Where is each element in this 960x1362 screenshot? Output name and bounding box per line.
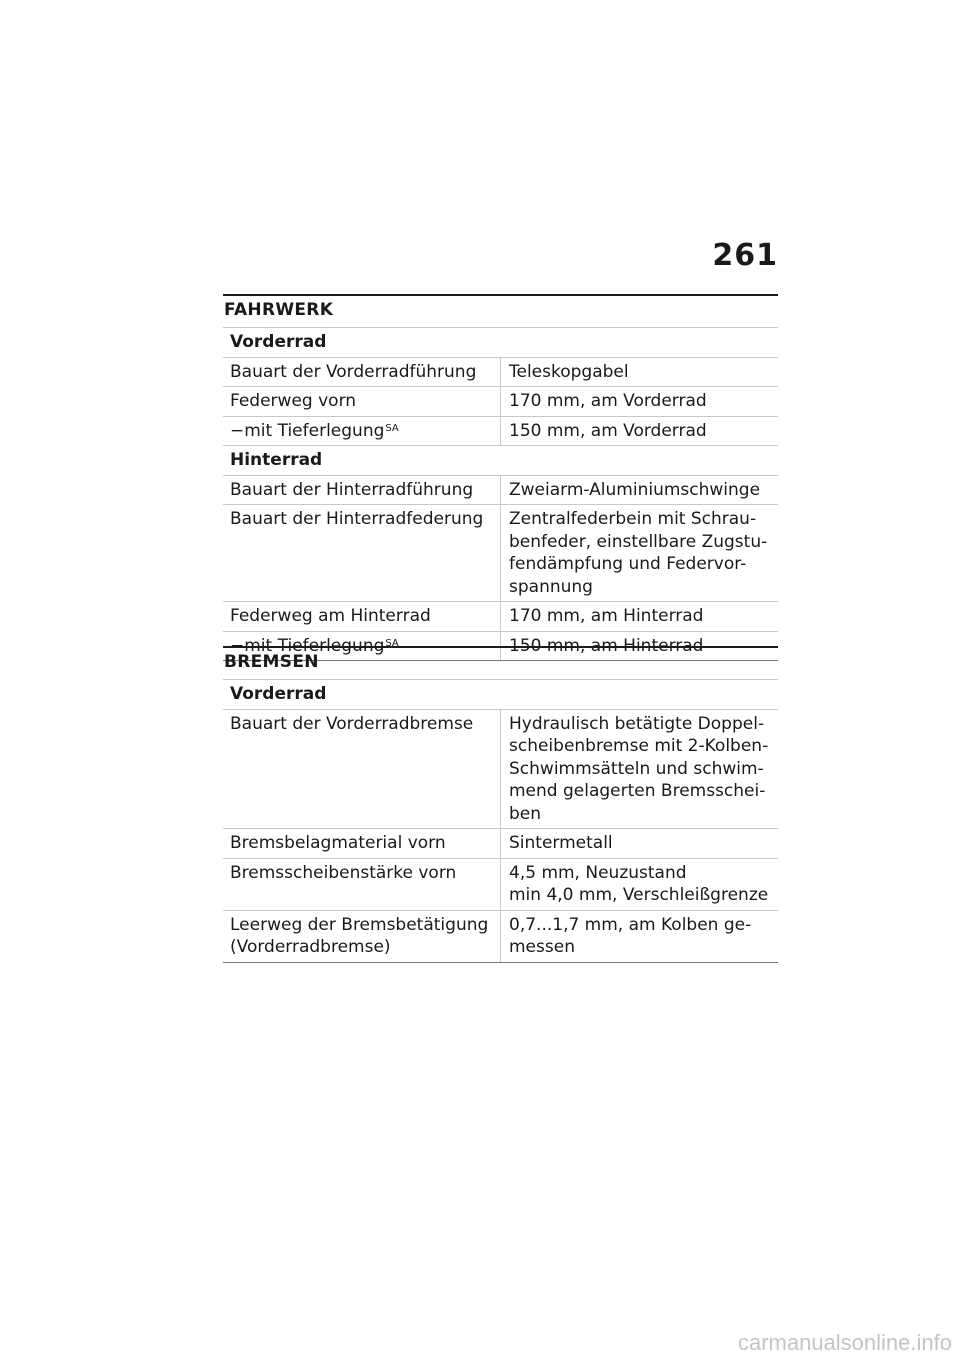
subheading-row bbox=[223, 328, 778, 358]
table-row bbox=[223, 709, 778, 829]
table-row bbox=[223, 416, 778, 446]
sa-superscript: SA bbox=[385, 422, 399, 434]
section-fahrwerk bbox=[223, 294, 778, 661]
spec-label-cell bbox=[223, 416, 501, 446]
subheading-hinterrad: Hinterrad bbox=[223, 446, 778, 476]
subheading-vorderrad: Vorderrad bbox=[223, 680, 778, 710]
table-row bbox=[223, 475, 778, 505]
table-row bbox=[223, 602, 778, 632]
subheading-row bbox=[223, 680, 778, 710]
spec-label: −mit Tieferlegung bbox=[230, 635, 385, 656]
spec-label: Bremsscheibenstärke vorn bbox=[223, 858, 501, 910]
spec-label: Federweg vorn bbox=[223, 387, 501, 417]
table-row bbox=[223, 387, 778, 417]
table-row bbox=[223, 357, 778, 387]
spec-label: Bremsbelagmaterial vorn bbox=[223, 829, 501, 859]
section-title: BREMSEN bbox=[224, 652, 319, 672]
spec-value: Teleskopgabel bbox=[501, 357, 779, 387]
table-row bbox=[223, 505, 778, 602]
subheading-vorderrad: Vorderrad bbox=[223, 328, 778, 358]
spec-value: 0,7...1,7 mm, am Kolben ge- messen bbox=[501, 910, 779, 962]
subheading-row bbox=[223, 446, 778, 476]
section-bremsen bbox=[223, 646, 778, 963]
table-row bbox=[223, 910, 778, 962]
watermark: carmanualsonline.info bbox=[737, 1330, 952, 1355]
spec-value: 150 mm, am Hinterrad bbox=[501, 631, 779, 661]
table-row bbox=[223, 858, 778, 910]
spec-value: 170 mm, am Hinterrad bbox=[501, 602, 779, 632]
spec-table-bremsen bbox=[223, 679, 778, 963]
spec-label: Federweg am Hinterrad bbox=[223, 602, 501, 632]
section-title: FAHRWERK bbox=[224, 300, 334, 320]
spec-label: Bauart der Vorderradführung bbox=[223, 357, 501, 387]
spec-label: −mit Tieferlegung bbox=[230, 420, 385, 441]
spec-label: Bauart der Hinterradfederung bbox=[223, 505, 501, 602]
spec-table-fahrwerk bbox=[223, 327, 778, 661]
spec-label: Leerweg der Bremsbetätigung (Vorderradbremse) bbox=[223, 910, 501, 962]
spec-label: Bauart der Vorderradbremse bbox=[223, 709, 501, 829]
spec-value: 150 mm, am Vorderrad bbox=[501, 416, 779, 446]
spec-value: 170 mm, am Vorderrad bbox=[501, 387, 779, 417]
spec-value: 4,5 mm, Neuzustand min 4,0 mm, Verschleißgrenze bbox=[501, 858, 779, 910]
spec-value: Zweiarm-Aluminiumschwinge bbox=[501, 475, 779, 505]
page-number: 261 bbox=[712, 238, 778, 273]
spec-label: Bauart der Hinterradführung bbox=[223, 475, 501, 505]
spec-value: Hydraulisch betätigte Doppel- scheibenbremse mit 2-Kolben- Schwimmsätteln und schwim- mend gelagerten Bremsschei- ben bbox=[501, 709, 779, 829]
spec-value: Sintermetall bbox=[501, 829, 779, 859]
spec-value: Zentralfederbein mit Schrau- benfeder, einstellbare Zugstu- fendämpfung und Federvor- spannung bbox=[501, 505, 779, 602]
sa-superscript: SA bbox=[385, 637, 399, 649]
table-row bbox=[223, 829, 778, 859]
